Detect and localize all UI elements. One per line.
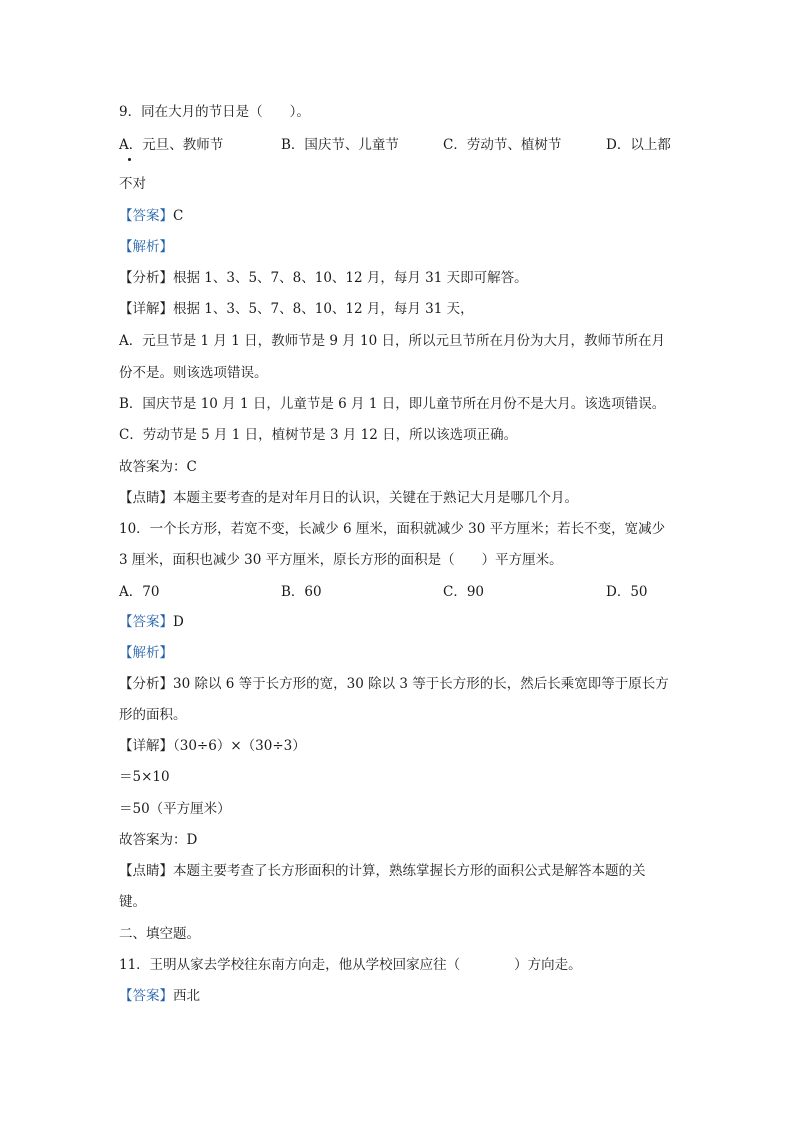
answer-tag: 【答案】 xyxy=(119,988,173,1004)
xiangjie-text: （30÷6）×（30÷3） xyxy=(173,738,306,754)
q9-stem: 9．同在大月的节日是（ ）。 xyxy=(119,104,310,120)
dianjing-tag: 【点睛】 xyxy=(119,863,173,879)
q9-explain-b: B．国庆节是 10 月 1 日，儿童节是 6 月 1 日，即儿童节所在月份不是大月。该选项错误。 xyxy=(119,396,666,412)
q10-step-2: ＝50（平方厘米） xyxy=(119,801,231,817)
xiangjie-tag: 【详解】 xyxy=(119,301,173,317)
q10-option-d: D．50 xyxy=(606,584,648,600)
q10-xiangjie xyxy=(119,737,306,755)
q10-stem-line2: 3 厘米，面积也减少 30 平方厘米，原长方形的面积是（ ）平方厘米。 xyxy=(119,552,563,568)
xiangjie-tag: 【详解】 xyxy=(119,738,173,754)
q9-xiangjie xyxy=(119,300,474,318)
answer-tag: 【答案】 xyxy=(119,614,173,630)
xiangjie-text: 根据 1、3、5、7、8、10、12 月，每月 31 天， xyxy=(173,301,474,317)
q9-option-d: D．以上都 xyxy=(606,137,671,153)
q9-option-c: C．劳动节、植树节 xyxy=(443,137,562,153)
fenxi-tag: 【分析】 xyxy=(119,676,173,692)
q9-option-b: B．国庆节、儿童节 xyxy=(281,137,399,153)
answer-tag: 【答案】 xyxy=(119,208,173,224)
q9-answer xyxy=(119,207,183,225)
q10-answer xyxy=(119,613,184,631)
dianjing-text: 本题主要考查了长方形面积的计算，熟练掌握长方形的面积公式是解答本题的关 xyxy=(173,863,646,879)
q10-fenxi-line1 xyxy=(119,675,669,693)
answer-value: D xyxy=(173,614,184,630)
q10-dianjing-line1 xyxy=(119,862,646,880)
answer-value: C xyxy=(173,208,184,224)
dianjing-tag: 【点睛】 xyxy=(119,490,173,506)
q9-explain-c: C．劳动节是 5 月 1 日，植树节是 3 月 12 日，所以该选项正确。 xyxy=(119,427,518,443)
analysis-tag: 【解析】 xyxy=(119,645,173,661)
q10-dianjing-line2: 键。 xyxy=(119,894,146,910)
q10-analysis-tag xyxy=(119,644,173,662)
fenxi-text: 30 除以 6 等于长方形的宽，30 除以 3 等于长方形的长，然后长乘宽即等于原长方 xyxy=(173,676,669,692)
q9-explain-a-line1: A．元旦节是 1 月 1 日，教师节是 9 月 10 日，所以元旦节所在月份为大月，教师节所在月 xyxy=(119,333,666,349)
analysis-tag: 【解析】 xyxy=(119,239,173,255)
q10-option-a: A．70 xyxy=(119,584,160,600)
q9-conclusion: 故答案为：C xyxy=(119,459,197,475)
q10-step-1: ＝5×10 xyxy=(119,769,170,785)
q9-option-d-wrap: 不对 xyxy=(119,176,146,192)
q11-stem: 11．王明从家去学校往东南方向走，他从学校回家应往（ ）方向走。 xyxy=(119,957,582,973)
q9-fenxi xyxy=(119,269,528,287)
q10-stem-line1: 10．一个长方形，若宽不变，长减少 6 厘米，面积就减少 30 平方厘米；若长不变，宽减少 xyxy=(119,521,666,537)
q11-answer xyxy=(119,987,200,1005)
q10-fenxi-line2: 形的面积。 xyxy=(119,707,187,723)
section-heading: 二、填空题。 xyxy=(119,926,200,942)
q9-analysis-tag xyxy=(119,238,173,256)
dianjing-text: 本题主要考查的是对年月日的认识，关键在于熟记大月是哪几个月。 xyxy=(173,490,578,506)
q10-conclusion: 故答案为：D xyxy=(119,832,198,848)
q10-option-b: B．60 xyxy=(281,584,322,600)
fenxi-text: 根据 1、3、5、7、8、10、12 月，每月 31 天即可解答。 xyxy=(173,270,528,286)
answer-value: 西北 xyxy=(173,988,200,1004)
q9-dianjing xyxy=(119,489,578,507)
q9-bullet-dot xyxy=(128,158,131,161)
fenxi-tag: 【分析】 xyxy=(119,270,173,286)
q9-explain-a-line2: 份不是。则该选项错误。 xyxy=(119,365,268,381)
q9-option-a: A．元旦、教师节 xyxy=(119,137,224,153)
q10-option-c: C．90 xyxy=(443,584,485,600)
